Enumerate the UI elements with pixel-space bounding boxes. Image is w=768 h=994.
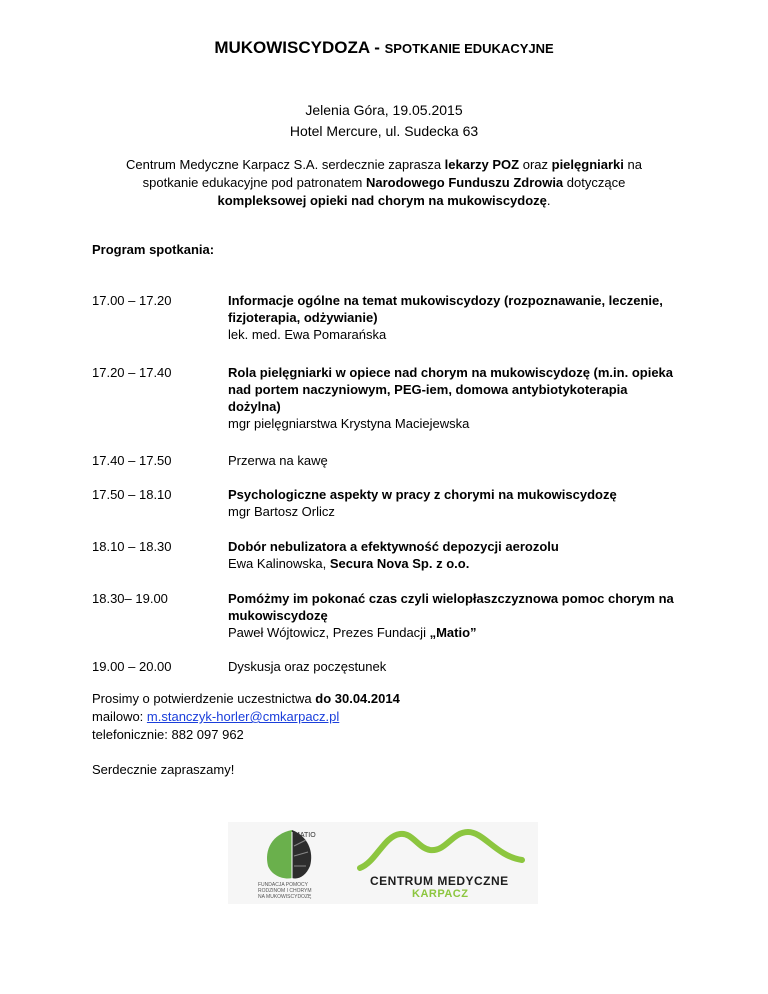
row-desc: [228, 590, 678, 641]
speaker-org: „Matio”: [429, 625, 477, 640]
row-desc: [228, 292, 678, 343]
row-time: 18.10 – 18.30: [92, 539, 172, 554]
title-separator: -: [369, 38, 385, 57]
row-time: 18.30– 19.00: [92, 591, 168, 606]
matio-name: MATIO: [294, 832, 316, 839]
cm-sub: KARPACZ: [412, 888, 469, 900]
date-city: Jelenia Góra, 19.05.2015: [305, 102, 463, 118]
intro-bold: kompleksowej opieki nad chorym na mukowiscydozę: [217, 193, 547, 208]
speaker-name: Ewa Kalinowska,: [228, 556, 330, 571]
phone-line: telefonicznie: 882 097 962: [92, 727, 244, 742]
matio-desc-line: NA MUKOWISCYDOZĘ: [258, 894, 312, 900]
closing-text: Serdecznie zapraszamy!: [92, 762, 235, 777]
matio-desc-line: RODZINOM I CHORYM: [258, 888, 312, 894]
intro-text: na spotkanie edukacyjne pod patronatem: [142, 157, 642, 190]
matio-desc-line: FUNDACJA POMOCY: [258, 882, 309, 888]
row-time: 17.50 – 18.10: [92, 487, 172, 502]
email-link[interactable]: m.stanczyk-horler@cmkarpacz.pl: [146, 709, 340, 724]
intro-text: Centrum Medyczne Karpacz S.A. serdecznie zaprasza: [126, 157, 445, 172]
row-time: 19.00 – 20.00: [92, 659, 172, 674]
matio-leaf-icon: [258, 826, 328, 882]
intro-text: oraz: [519, 157, 552, 172]
row-plain: Przerwa na kawę: [228, 453, 328, 468]
row-desc: [228, 658, 678, 675]
mountain-wave-icon: [356, 826, 526, 872]
program-label: Program spotkania:: [92, 242, 215, 257]
row-speaker: [228, 624, 678, 641]
row-speaker: [228, 555, 678, 572]
cm-name: CENTRUM MEDYCZNE: [370, 874, 509, 888]
centrum-medyczne-logo: [356, 826, 526, 902]
matio-logo: [258, 826, 328, 900]
contact-block: [92, 690, 400, 744]
row-title: Rola pielęgniarki w opiece nad chorym na mukowiscydozę (m.in. opieka nad portem naczyniowym, PEG-iem, domowa antybiotykoterapia dożylna): [228, 365, 674, 414]
row-title: Dobór nebulizatora a efektywność depozycji aerozolu: [228, 539, 559, 554]
row-time: 17.00 – 17.20: [92, 293, 172, 308]
row-speaker: mgr pielęgniarstwa Krystyna Maciejewska: [228, 416, 470, 431]
row-desc: [228, 364, 678, 432]
logos-strip: [228, 822, 538, 904]
intro-bold: Narodowego Funduszu Zdrowia: [366, 175, 564, 190]
confirm-text: Prosimy o potwierdzenie uczestnictwa: [92, 691, 316, 706]
confirm-line: [92, 690, 400, 708]
row-title: Informacje ogólne na temat mukowiscydozy (rozpoznawanie, leczenie, fizjoterapia, odżywianie): [228, 293, 663, 325]
title-main: MUKOWISCYDOZA: [214, 38, 370, 57]
mail-label: mailowo:: [92, 709, 147, 724]
matio-description: [258, 882, 312, 900]
mail-line: [92, 708, 400, 726]
page-title: [0, 38, 768, 58]
row-desc: [228, 452, 678, 469]
row-title: Psychologiczne aspekty w pracy z chorymi na mukowiscydozę: [228, 487, 617, 502]
row-plain: Dyskusja oraz poczęstunek: [228, 659, 387, 674]
venue: Hotel Mercure, ul. Sudecka 63: [289, 123, 479, 139]
title-sub: SPOTKANIE EDUKACYJNE: [384, 41, 554, 56]
row-time: 17.20 – 17.40: [92, 365, 172, 380]
speaker-name: Paweł Wójtowicz, Prezes Fundacji: [228, 625, 430, 640]
intro-text: dotyczące: [563, 175, 626, 190]
intro-bold: pielęgniarki: [551, 157, 624, 172]
intro-bold: lekarzy POZ: [444, 157, 520, 172]
row-time: 17.40 – 17.50: [92, 453, 172, 468]
row-desc: [228, 538, 678, 572]
intro-paragraph: [110, 156, 658, 210]
row-speaker: lek. med. Ewa Pomarańska: [228, 327, 387, 342]
confirm-date: do 30.04.2014: [315, 691, 400, 706]
intro-text: .: [546, 193, 551, 208]
row-desc: [228, 486, 678, 520]
location-block: [0, 100, 768, 142]
row-title: Pomóżmy im pokonać czas czyli wielopłaszczyznowa pomoc chorym na mukowiscydozę: [228, 591, 674, 623]
speaker-org: Secura Nova Sp. z o.o.: [329, 556, 470, 571]
row-speaker: mgr Bartosz Orlicz: [228, 504, 335, 519]
